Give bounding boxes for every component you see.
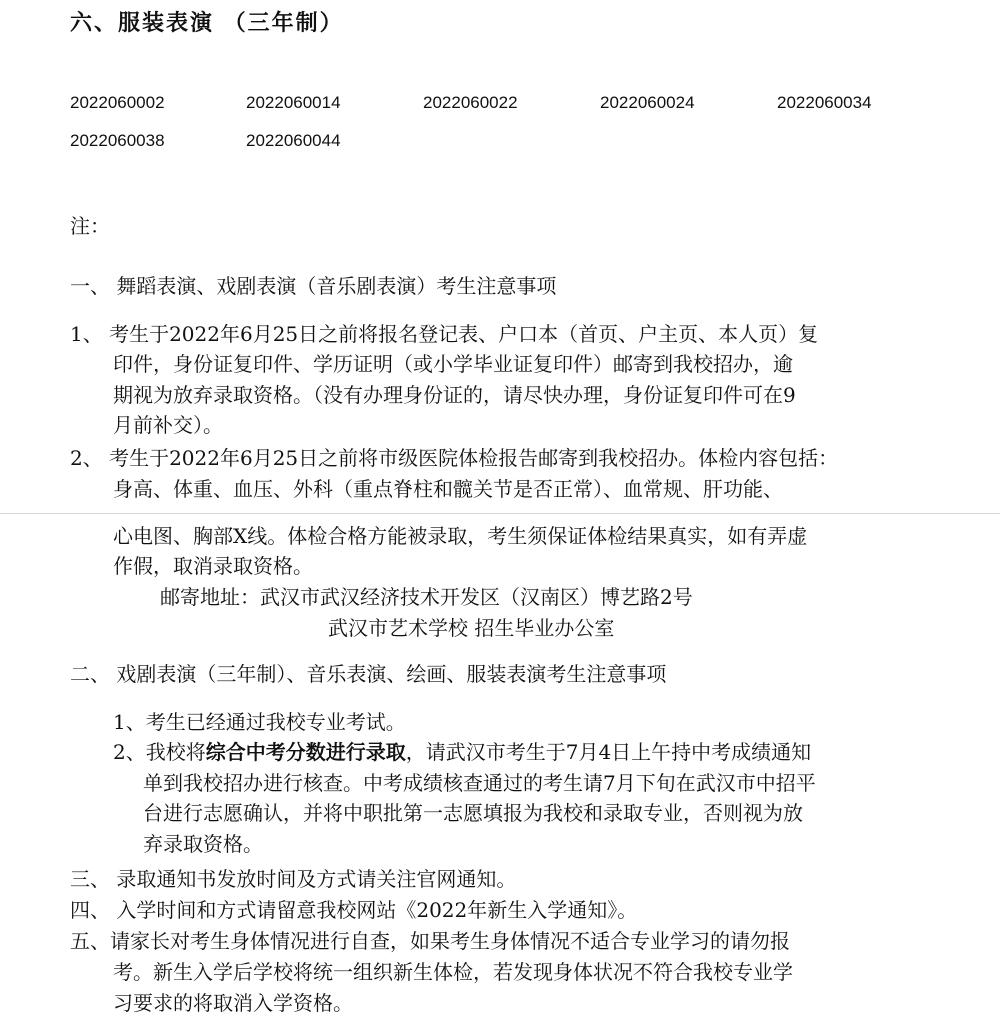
- part5-line: 五、请家长对考生身体情况进行自查，如果考生身体情况不适合专业学习的请勿报: [70, 929, 790, 953]
- student-id: 2022060038: [70, 131, 165, 150]
- part1-item2-line: 心电图、胸部X线。体检合格方能被录取，考生须保证体检结果真实，如有弄虚: [113, 524, 808, 548]
- mail-office: 武汉市艺术学校 招生毕业办公室: [328, 616, 615, 640]
- part5-line: 考。新生入学后学校将统一组织新生体检，若发现身体状况不符合我校专业学: [113, 960, 793, 984]
- part1-item2-line: 身高、体重、血压、外科（重点脊柱和髋关节是否正常）、血常规、肝功能、: [113, 477, 783, 501]
- part1-item2-line: 2、 考生于2022年6月25日之前将市级医院体检报告邮寄到我校招办。体检内容包括：: [70, 446, 839, 470]
- part2-item1: 1、考生已经通过我校专业考试。: [113, 710, 406, 734]
- part2-item2-line: [113, 740, 811, 764]
- part4-text: 四、 入学时间和方式请留意我校网站《2022年新生入学通知》。: [70, 898, 638, 922]
- page-break-divider: [0, 513, 1000, 514]
- student-id: 2022060002: [70, 93, 165, 112]
- part1-item1-line: 月前补交）。: [113, 413, 223, 437]
- note-label: 注：: [70, 214, 110, 238]
- student-id: 2022060024: [600, 93, 695, 112]
- part2-item2-line: 单到我校招办进行核查。中考成绩核查通过的考生请7月下旬在武汉市中招平: [143, 771, 816, 795]
- mail-address: 邮寄地址：武汉市武汉经济技术开发区（汉南区）博艺路2号: [160, 585, 693, 609]
- student-id: 2022060044: [246, 131, 341, 150]
- part3-text: 三、 录取通知书发放时间及方式请关注官网通知。: [70, 867, 517, 891]
- part2-item2-line: 台进行志愿确认，并将中职批第一志愿填报为我校和录取专业，否则视为放: [143, 801, 803, 825]
- part1-item1-line: 印件，身份证复印件、学历证明（或小学毕业证复印件）邮寄到我校招办，逾: [113, 352, 793, 376]
- student-id: 2022060022: [423, 93, 518, 112]
- part2-item2-rest: ，请武汉市考生于7月4日上午持中考成绩通知: [405, 740, 812, 764]
- student-id: 2022060034: [777, 93, 872, 112]
- part1-item1-line: 1、 考生于2022年6月25日之前将报名登记表、户口本（首页、户主页、本人页）复: [70, 322, 819, 346]
- part2-heading: 二、 戏剧表演（三年制）、音乐表演、绘画、服装表演考生注意事项: [70, 662, 667, 686]
- section-title: 六、服装表演 （三年制）: [70, 11, 344, 36]
- student-id: 2022060014: [246, 93, 341, 112]
- part1-heading: 一、 舞蹈表演、戏剧表演（音乐剧表演）考生注意事项: [70, 274, 557, 298]
- part2-item2-prefix: 2、我校将: [113, 740, 206, 764]
- part1-item1-line: 期视为放弃录取资格。（没有办理身份证的，请尽快办理，身份证复印件可在9: [113, 383, 796, 407]
- part2-item2-line: 弃录取资格。: [143, 832, 263, 856]
- part1-item2-line: 作假，取消录取资格。: [113, 554, 313, 578]
- part2-item2-emphasis: 综合中考分数进行录取: [205, 740, 406, 764]
- part5-line: 习要求的将取消入学资格。: [113, 991, 353, 1015]
